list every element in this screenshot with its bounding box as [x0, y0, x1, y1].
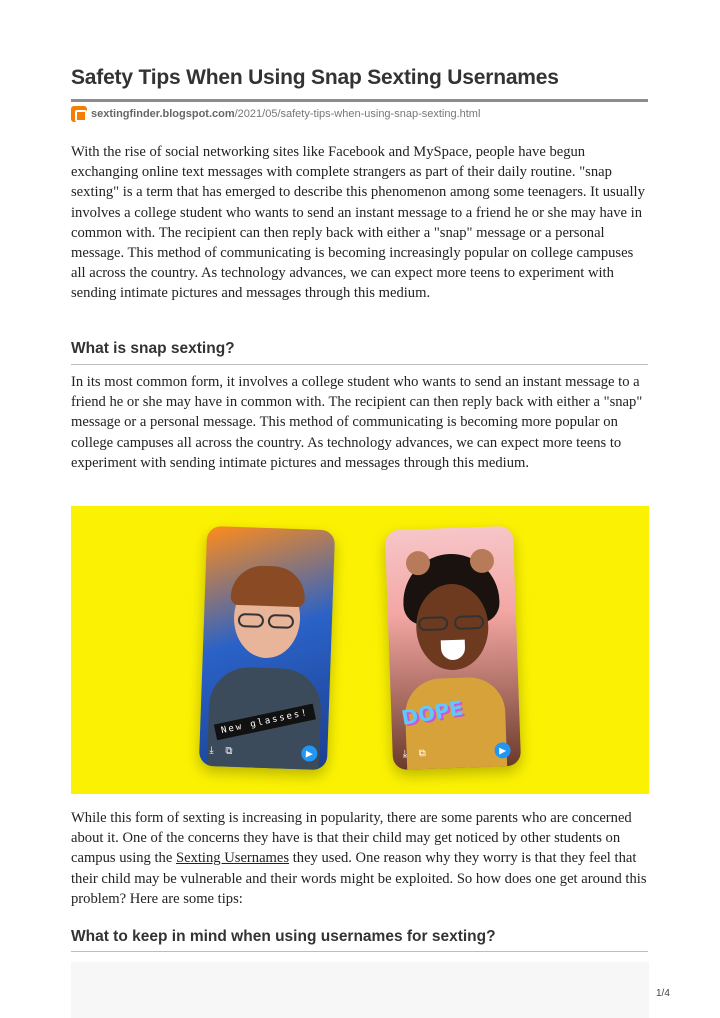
source-path: /2021/05/safety-tips-when-using-snap-sexting.html: [234, 108, 481, 120]
section-heading-what-is-snap-sexting: What is snap sexting?: [71, 340, 235, 357]
send-arrow-icon: ▶: [301, 745, 318, 762]
source-domain-link[interactable]: sextingfinder.blogspot.com: [91, 108, 235, 120]
next-content-area: [71, 962, 649, 1018]
glasses-lens-icon: [418, 616, 448, 631]
blogger-icon: [71, 106, 87, 122]
dope-sticker: DOPE: [399, 695, 465, 730]
intro-paragraph: With the rise of social networking sites like Facebook and MySpace, people have begun exchanging online text messages with complete strangers as part of their daily routine. "snap sexting" is a term that has emerged to describe this phenomenon among some teenagers. It usually involves a college student who wants to send an instant message to a friend he or she may have in common with. The recipient can then reply back with either a "snap" message or a personal message. This method of communicating is becoming increasingly popular on college campuses all across the country. As technology advances, we can expect more teens to experiment with sending intimate pictures and messages through this medium.: [71, 144, 645, 302]
section-divider: [71, 364, 648, 365]
snapchat-hero-image: [71, 506, 649, 794]
download-icon: ⤓: [209, 745, 214, 757]
source-line: [71, 106, 480, 122]
phone-mockup-right: [385, 526, 521, 770]
glasses-lens-icon: [268, 614, 294, 629]
section1-paragraph: In its most common form, it involves a college student who wants to send an instant message to a friend he or she may have in common with. The recipient can then reply back with either a "snap" message or a personal message. This method of communicating is becoming more popular on college campuses all across the country. As technology advances, we can expect more teens to experiment with sending intimate pictures and messages through this medium.: [71, 374, 643, 471]
tips-intro-paragraph: While this form of sexting is increasing in popularity, there are some parents who are concerned about it. One of the concerns they have is that their child may get noticed by other students on campus using the Sexting Usernames they used. One reason why they worry is that they feel that their child may be vulnerable and their words might be exploited. So how does one get around this problem? Here are some tips:: [71, 810, 647, 907]
download-icon: ⤓: [402, 748, 408, 760]
phone-mockup-left: [199, 526, 335, 770]
puppy-ear-icon: [470, 549, 495, 574]
sexting-usernames-link[interactable]: Sexting Usernames: [175, 850, 290, 867]
title-divider: [71, 99, 648, 102]
section-divider: [71, 951, 648, 952]
glasses-lens-icon: [454, 615, 484, 630]
page-number: 1/4: [656, 988, 670, 999]
share-icon: ⧉: [418, 748, 426, 760]
caption-sticker: New glasses!: [214, 704, 316, 741]
section-heading-usernames: What to keep in mind when using usernames for sexting?: [71, 928, 496, 945]
glasses-lens-icon: [238, 613, 264, 628]
article-title: Safety Tips When Using Snap Sexting Usernames: [71, 66, 559, 89]
share-icon: ⧉: [225, 745, 233, 757]
send-arrow-icon: ▶: [494, 742, 511, 759]
